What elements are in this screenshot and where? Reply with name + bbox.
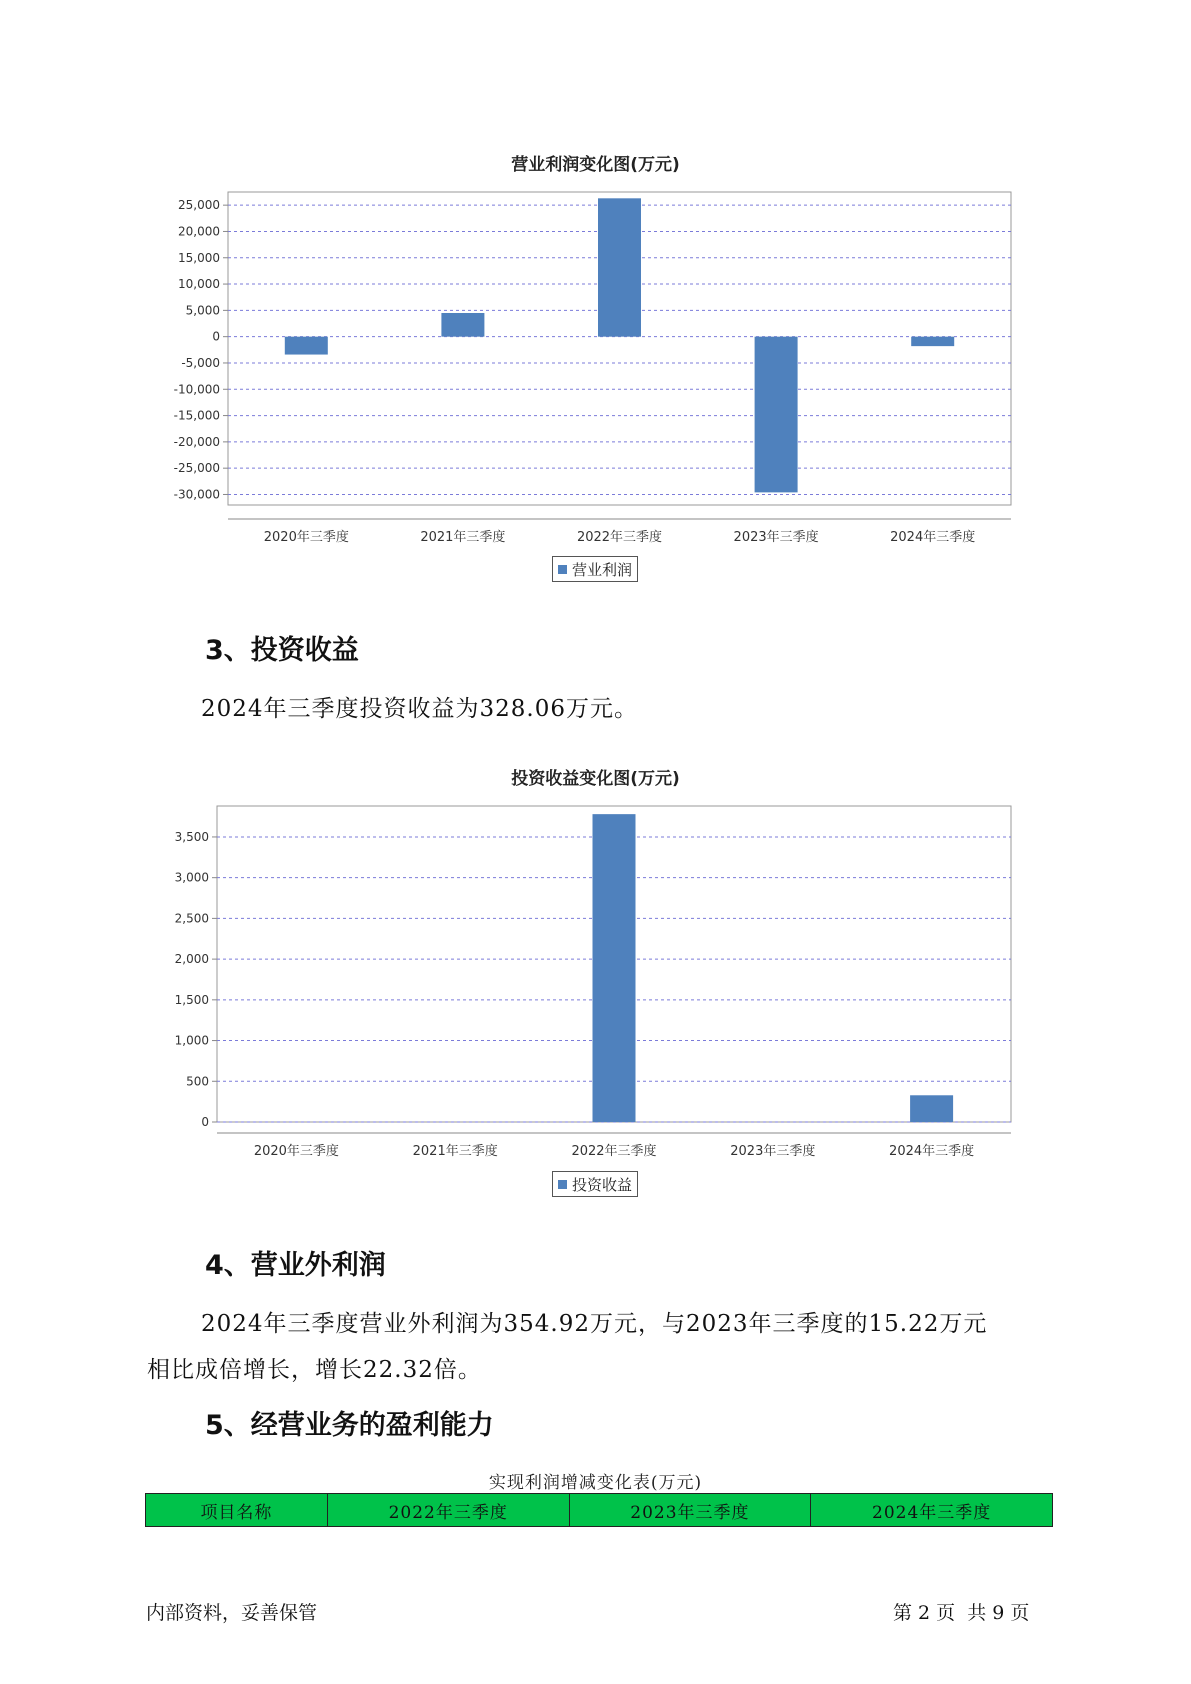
y-tick-label: 500: [186, 1074, 209, 1089]
section4-line2: 相比成倍增长，增长22.32倍。: [147, 1357, 482, 1383]
y-tick-label: 1,000: [174, 1033, 209, 1048]
header-2023q3: 2023年三季度: [569, 1494, 811, 1527]
y-tick-label: -25,000: [173, 461, 220, 476]
chart1-legend-label: 营业利润: [572, 560, 633, 579]
y-tick-label: -20,000: [173, 434, 220, 449]
bar: [441, 313, 484, 337]
chart2-legend-label: 投资收益: [572, 1175, 633, 1194]
chart2-legend: [552, 1171, 638, 1197]
x-tick-label: 2020年三季度: [253, 1144, 339, 1159]
y-tick-label: -5,000: [181, 355, 220, 370]
y-tick-label: 20,000: [178, 224, 220, 239]
y-tick-label: 3,000: [174, 870, 209, 885]
bar: [755, 337, 798, 493]
y-tick-label: 2,000: [174, 952, 209, 967]
header-2024q3: 2024年三季度: [811, 1494, 1053, 1527]
chart1-title: 营业利润变化图(万元): [511, 155, 680, 175]
header-item-name: 项目名称: [146, 1494, 328, 1527]
table-caption: 实现利润增减变化表(万元): [488, 1473, 703, 1493]
y-tick-label: 1,500: [174, 992, 209, 1007]
x-tick-label: 2021年三季度: [420, 530, 506, 545]
y-tick-label: 15,000: [178, 250, 220, 265]
y-tick-label: 3,500: [174, 829, 209, 844]
legend-swatch: [558, 565, 567, 574]
y-tick-label: -15,000: [173, 408, 220, 423]
section4-line1: 2024年三季度营业外利润为354.92万元，与2023年三季度的15.22万元: [201, 1311, 988, 1337]
y-tick-label: -10,000: [173, 382, 220, 397]
bar: [593, 814, 636, 1122]
y-tick-label: 0: [212, 329, 220, 344]
y-tick-label: 10,000: [178, 277, 220, 292]
x-tick-label: 2024年三季度: [890, 530, 976, 545]
bar: [911, 337, 954, 346]
x-tick-label: 2023年三季度: [733, 530, 819, 545]
section3-heading: 3、投资收益: [205, 635, 359, 666]
investment-income-chart: [0, 790, 1191, 1170]
y-tick-label: -30,000: [173, 487, 220, 502]
section3-text: 2024年三季度投资收益为328.06万元。: [201, 696, 639, 722]
bar: [285, 337, 328, 355]
x-tick-label: 2020年三季度: [263, 530, 349, 545]
table-header-row: [146, 1494, 1053, 1527]
profit-change-table: [145, 1493, 1053, 1527]
y-tick-label: 25,000: [178, 198, 220, 213]
legend-swatch: [558, 1180, 567, 1189]
x-tick-label: 2022年三季度: [576, 530, 663, 545]
x-tick-label: 2021年三季度: [412, 1144, 498, 1159]
bar: [598, 198, 641, 336]
footer-left: 内部资料，妥善保管: [146, 1602, 318, 1624]
y-tick-label: 2,500: [174, 911, 209, 926]
chart1-legend: [552, 556, 638, 582]
section5-heading: 5、经营业务的盈利能力: [205, 1410, 494, 1441]
x-tick-label: 2023年三季度: [730, 1144, 816, 1159]
x-tick-label: 2022年三季度: [571, 1144, 657, 1159]
header-2022q3: 2022年三季度: [327, 1494, 569, 1527]
section4-heading: 4、营业外利润: [205, 1250, 386, 1281]
chart2-title: 投资收益变化图(万元): [511, 769, 680, 789]
operating-profit-chart: [0, 0, 1191, 560]
x-tick-label: 2024年三季度: [889, 1144, 975, 1159]
footer-page-number: 第 2 页 共 9 页: [893, 1602, 1030, 1624]
y-tick-label: 0: [201, 1115, 209, 1129]
y-tick-label: 5,000: [185, 303, 220, 318]
bar: [910, 1095, 953, 1122]
